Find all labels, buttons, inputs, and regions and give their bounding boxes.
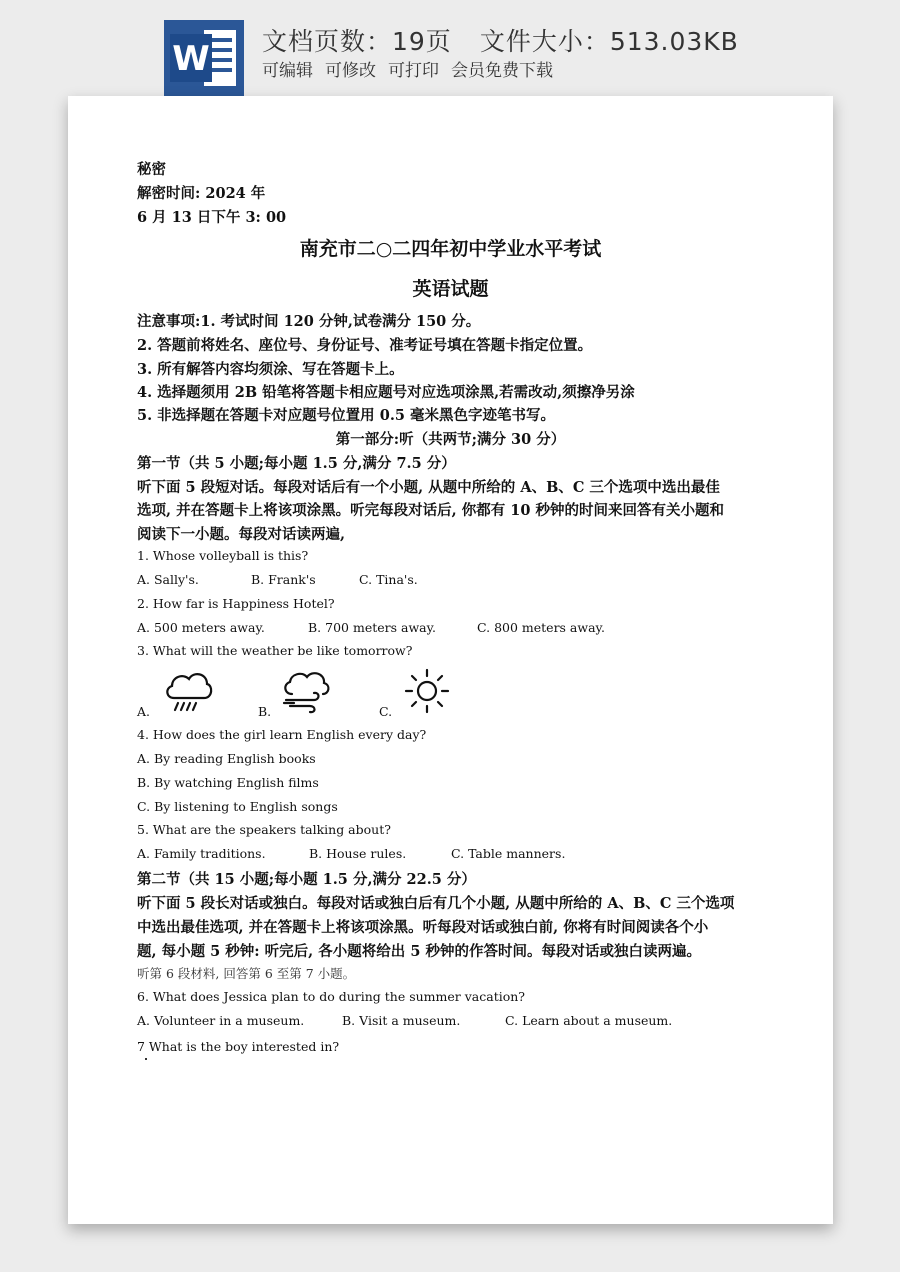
q5-option-c: C. Table manners. bbox=[451, 846, 566, 861]
q1-option-c: C. Tina's. bbox=[359, 572, 418, 587]
feature-member-download: 会员免费下载 bbox=[451, 61, 553, 81]
note-3: 3. 所有解答内容均须涂、写在答题卡上。 bbox=[137, 361, 404, 378]
q5-option-b: B. House rules. bbox=[309, 846, 407, 861]
q4-option-a: A. By reading English books bbox=[137, 751, 316, 766]
question-1: 1. Whose volleyball is this? bbox=[137, 548, 309, 563]
q1-option-a: A. Sally's. bbox=[137, 572, 199, 587]
question-7: 7 What is the boy interested in? bbox=[137, 1039, 340, 1054]
part1-heading: 第一部分:听（共两节;满分 30 分） bbox=[335, 431, 566, 448]
question-3: 3. What will the weather be like tomorrow? bbox=[137, 643, 413, 658]
section2-instruction-3: 题, 每小题 5 秒钟: 听完后, 各小题将给出 5 秒钟的作答时间。每段对话或独白读两遍。 bbox=[137, 943, 701, 960]
page-count: 文档页数：19页 bbox=[262, 27, 452, 56]
question-4: 4. How does the girl learn English every day? bbox=[137, 727, 427, 742]
q6-option-b: B. Visit a museum. bbox=[342, 1013, 461, 1028]
q2-option-b: B. 700 meters away. bbox=[308, 620, 436, 635]
decrypt-label: 解密时间: 2024 年 bbox=[137, 185, 266, 202]
q5-option-a: A. Family traditions. bbox=[137, 846, 266, 861]
note-1: 注意事项:1. 考试时间 120 分钟,试卷满分 150 分。 bbox=[137, 313, 481, 330]
q6-option-c: C. Learn about a museum. bbox=[505, 1013, 673, 1028]
q2-option-a: A. 500 meters away. bbox=[137, 620, 265, 635]
feature-printable: 可打印 bbox=[388, 61, 439, 81]
q2-option-c: C. 800 meters away. bbox=[477, 620, 605, 635]
section2-instruction-1: 听下面 5 段长对话或独白。每段对话或独白后有几个小题, 从题中所给的 A、B、C 三个选项 bbox=[137, 895, 735, 912]
q1-option-b: B. Frank's bbox=[251, 572, 316, 587]
section2-instruction-2: 中选出最佳选项, 并在答题卡上将该项涂黑。听每段对话或独白前, 你将有时间阅读各个小 bbox=[137, 919, 709, 936]
q4-option-c: C. By listening to English songs bbox=[137, 799, 338, 814]
feature-modifiable: 可修改 bbox=[325, 61, 376, 81]
svg-text:W: W bbox=[172, 39, 210, 79]
q6-option-a: A. Volunteer in a museum. bbox=[137, 1013, 305, 1028]
feature-editable: 可编辑 bbox=[262, 61, 313, 81]
q4-option-b: B. By watching English films bbox=[137, 775, 319, 790]
wind-cloud-icon bbox=[280, 670, 332, 716]
section1-instruction-3: 阅读下一小题。每段对话读两遍, bbox=[137, 526, 346, 543]
page-speck bbox=[145, 1058, 147, 1060]
word-document-icon bbox=[164, 20, 244, 96]
sun-icon bbox=[404, 668, 450, 714]
rain-cloud-icon bbox=[162, 668, 214, 716]
q3-option-c: C. bbox=[379, 704, 393, 719]
note-5: 5. 非选择题在答题卡对应题号位置用 0.5 毫米黑色字迹笔书写。 bbox=[137, 407, 556, 424]
exam-subtitle: 英语试题 bbox=[412, 278, 489, 300]
question-2: 2. How far is Happiness Hotel? bbox=[137, 596, 335, 611]
section1-heading: 第一节（共 5 小题;每小题 1.5 分,满分 7.5 分） bbox=[137, 455, 456, 472]
section2-heading: 第二节（共 15 小题;每小题 1.5 分,满分 22.5 分） bbox=[137, 871, 476, 888]
decrypt-date: 6 月 13 日下午 3: 00 bbox=[137, 209, 287, 226]
exam-title: 南充市二○二四年初中学业水平考试 bbox=[299, 238, 602, 260]
section1-instruction-1: 听下面 5 段短对话。每段对话后有一个小题, 从题中所给的 A、B、C 三个选项中选出最佳 bbox=[137, 479, 720, 496]
file-size: 文件大小：513.03KB bbox=[479, 27, 739, 56]
note-4: 4. 选择题须用 2B 铅笔将答题卡相应题号对应选项涂黑,若需改动,须擦净另涂 bbox=[137, 384, 635, 401]
section1-instruction-2: 选项, 并在答题卡上将该项涂黑。听完每段对话后, 你都有 10 秒钟的时间来回答有关小题和 bbox=[137, 502, 724, 519]
note-2: 2. 答题前将姓名、座位号、身份证号、准考证号填在答题卡指定位置。 bbox=[137, 337, 593, 354]
question-6: 6. What does Jessica plan to do during the summer vacation? bbox=[137, 989, 526, 1004]
download-banner bbox=[0, 0, 900, 100]
q3-option-a: A. bbox=[137, 704, 151, 719]
document-page bbox=[68, 96, 833, 1224]
file-meta bbox=[262, 22, 767, 58]
q3-option-b: B. bbox=[258, 704, 272, 719]
material-6-note: 听第 6 段材料, 回答第 6 至第 7 小题。 bbox=[137, 966, 356, 981]
question-5: 5. What are the speakers talking about? bbox=[137, 822, 391, 837]
secret-label: 秘密 bbox=[137, 161, 166, 178]
feature-list bbox=[262, 56, 565, 81]
